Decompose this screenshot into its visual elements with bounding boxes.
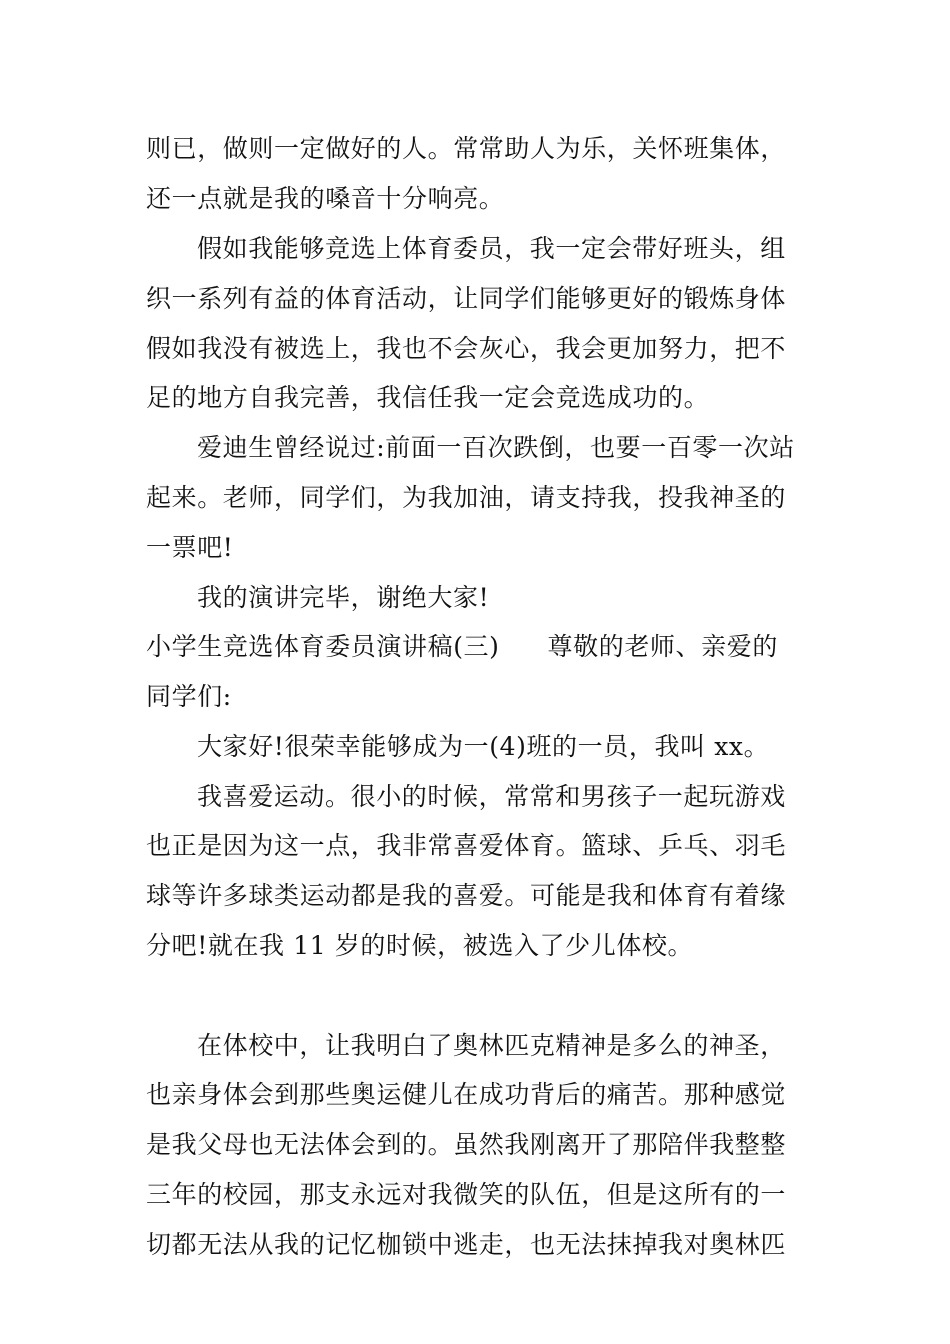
text-line: 我喜爱运动。很小的时候，常常和男孩子一起玩游戏 [197,782,786,811]
section-heading-line [146,630,778,664]
text-line: 大家好!很荣幸能够成为一(4)班的一员，我叫 xx。 [197,732,770,761]
text-line: 足的地方自我完善，我信任我一定会竞选成功的。 [146,383,710,412]
text-line: 织一系列有益的体育活动，让同学们能够更好的锻炼身体 [146,284,787,313]
text-line: 也亲身体会到那些奥运健儿在成功背后的痛苦。那种感觉 [146,1080,787,1109]
text-line: 切都无法从我的记忆枷锁中逃走，也无法抹掉我对奥林匹 [146,1230,787,1259]
text-line: 同学们: [146,682,232,711]
section-title: 小学生竞选体育委员演讲稿(三) [146,632,500,661]
text-line: 爱迪生曾经说过:前面一百次跌倒，也要一百零一次站 [197,433,795,462]
text-line: 起来。老师，同学们，为我加油，请支持我，投我神圣的 [146,483,787,512]
text-line: 假如我没有被选上，我也不会灰心，我会更加努力，把不 [146,334,787,363]
text-line: 假如我能够竞选上体育委员，我一定会带好班头，组 [197,234,786,263]
text-line: 则已，做则一定做好的人。常常助人为乐，关怀班集体， [146,134,787,163]
greeting-start: 尊敬的老师、亲爱的 [547,632,778,661]
text-line: 还一点就是我的嗓音十分响亮。 [146,184,505,213]
text-line: 球等许多球类运动都是我的喜爱。可能是我和体育有着缘 [146,881,787,910]
text-line: 一票吧! [146,533,234,562]
text-line: 也正是因为这一点，我非常喜爱体育。篮球、乒乓、羽毛 [146,831,787,860]
text-line: 在体校中，让我明白了奥林匹克精神是多么的神圣， [197,1031,786,1060]
text-line: 我的演讲完毕，谢绝大家! [197,583,490,612]
text-line: 三年的校园，那支永远对我微笑的队伍，但是这所有的一 [146,1180,787,1209]
text-line: 分吧!就在我 11 岁的时候，被选入了少儿体校。 [146,931,694,960]
text-line: 是我父母也无法体会到的。虽然我刚离开了那陪伴我整整 [146,1130,787,1159]
